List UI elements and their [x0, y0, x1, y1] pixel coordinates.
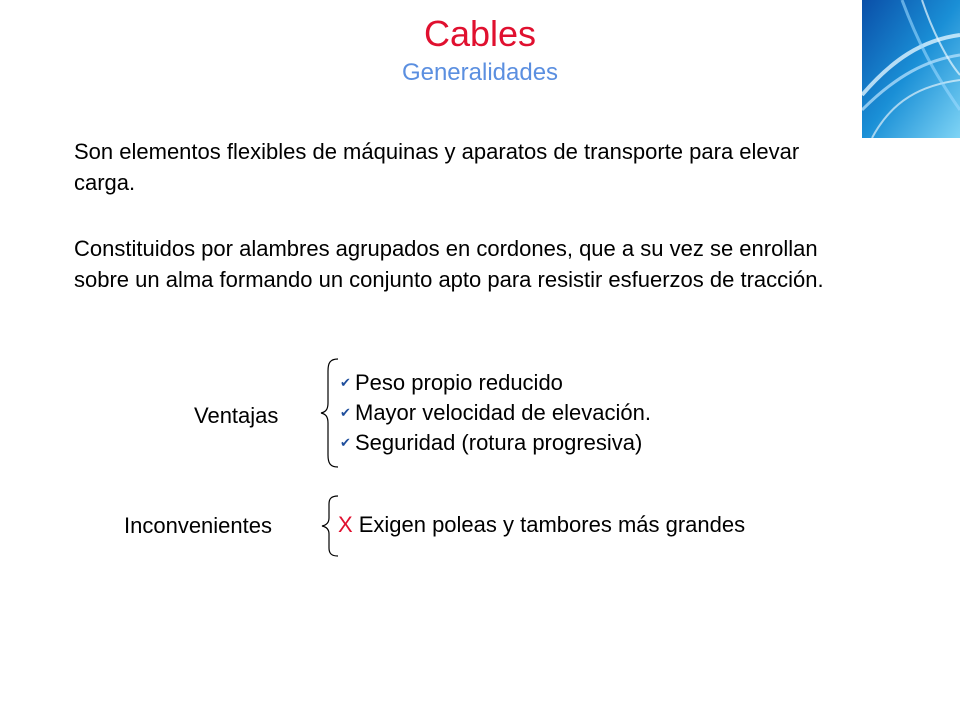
checkmark-icon: ✔: [340, 435, 351, 450]
inconveniente-item: [338, 510, 745, 540]
cable-photo: [862, 0, 960, 138]
ventajas-label: Ventajas: [194, 403, 279, 428]
ventajas-list: [340, 368, 651, 458]
list-item: [340, 428, 651, 458]
ventaja-text: Seguridad (rotura progresiva): [355, 430, 643, 455]
checkmark-icon: ✔: [340, 405, 351, 420]
slide-subtitle: Generalidades: [401, 59, 559, 86]
paragraph-composition: Constituidos por alambres agrupados en cordones, que a su vez se enrollan sobre un alma formando un conjunto apto para resistir esfuerzos de tracción.: [74, 236, 824, 292]
paragraph-definition: Son elementos flexibles de máquinas y aparatos de transporte para elevar carga.: [74, 139, 800, 195]
brace-ventajas: [318, 357, 342, 469]
slide-title: Cables: [423, 13, 537, 54]
inconveniente-text: Exigen poleas y tambores más grandes: [358, 512, 746, 537]
list-item: [340, 398, 651, 428]
ventaja-text: Peso propio reducido: [355, 370, 563, 395]
inconvenientes-label: Inconvenientes: [124, 513, 272, 538]
checkmark-icon: ✔: [340, 375, 351, 390]
ventaja-text: Mayor velocidad de elevación.: [355, 400, 651, 425]
list-item: [340, 368, 651, 398]
x-mark-icon: X: [338, 512, 353, 537]
